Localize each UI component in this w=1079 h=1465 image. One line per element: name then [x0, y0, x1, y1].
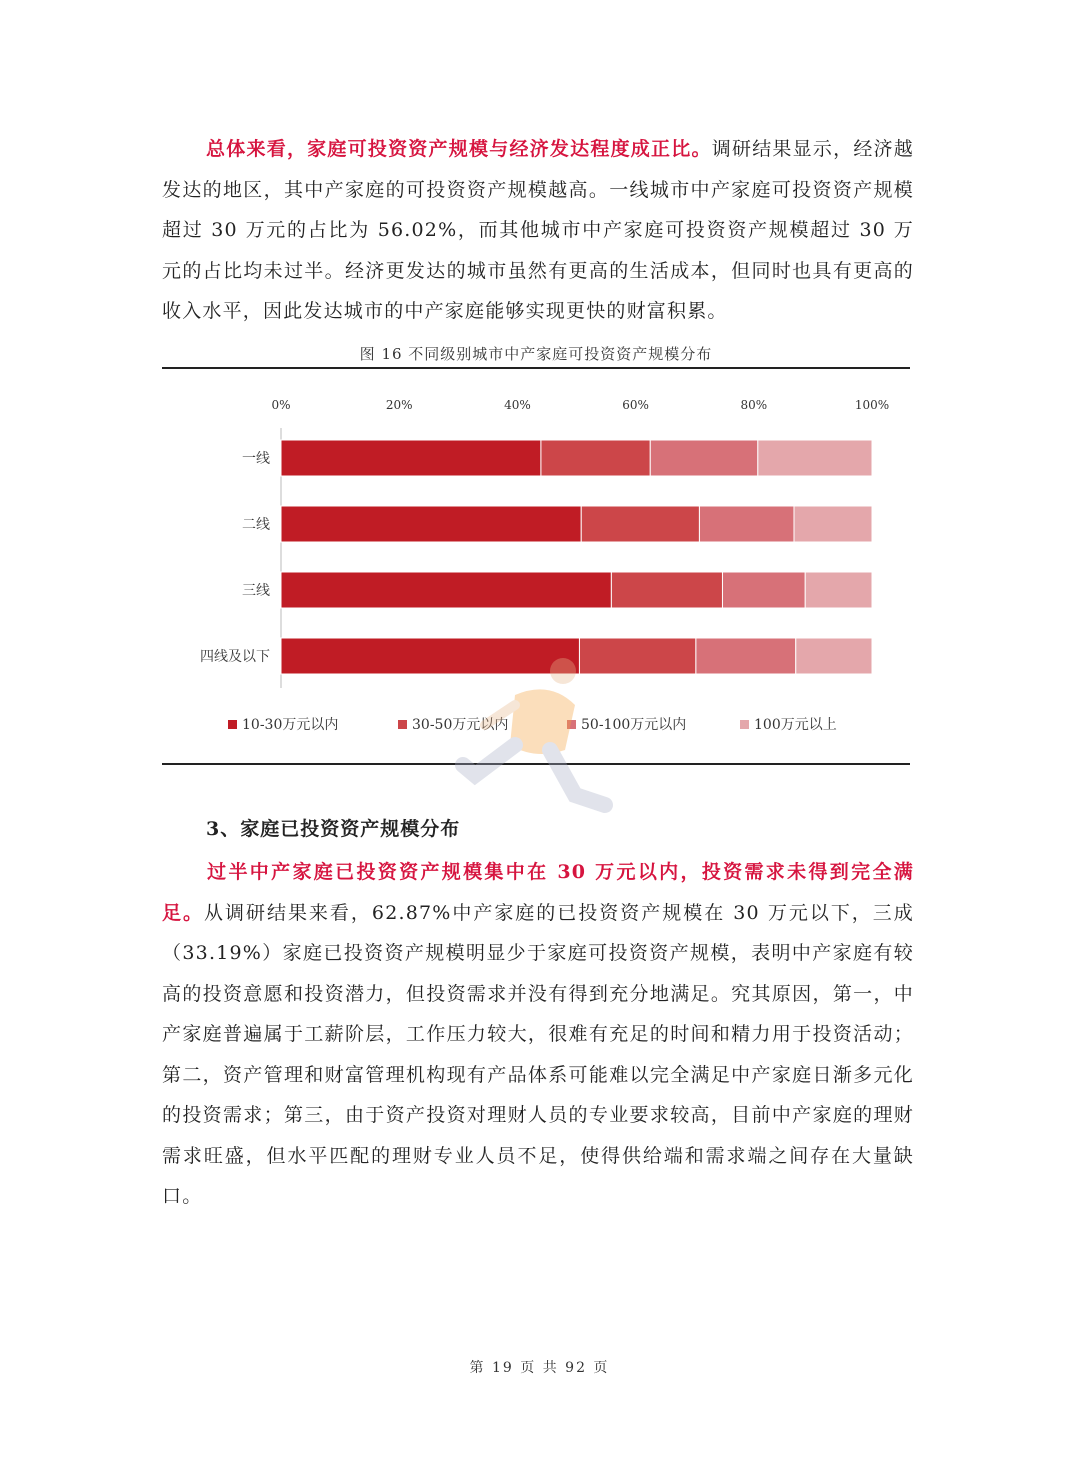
bar-segment [281, 506, 581, 542]
bar-segment [541, 440, 650, 476]
figure-top-rule [162, 367, 910, 369]
category-label: 四线及以下 [200, 649, 270, 665]
page-footer: 第 19 页 共 92 页 [469, 1360, 610, 1376]
category-label: 三线 [242, 583, 270, 599]
legend-swatch [228, 720, 237, 729]
legend-label: 30-50万元以内 [412, 717, 509, 733]
x-tick-label: 60% [622, 398, 649, 412]
bar-segment [581, 506, 699, 542]
paragraph-1-highlight: 总体来看，家庭可投资资产规模与经济发达程度成正比。 [206, 138, 712, 160]
x-tick-label: 20% [385, 398, 413, 412]
legend-swatch [398, 720, 407, 729]
bar-segment [805, 572, 872, 608]
x-tick-label: 80% [740, 398, 768, 412]
legend-label: 50-100万元以内 [581, 717, 687, 733]
legend-swatch [740, 720, 749, 729]
bar-segment [796, 638, 872, 674]
bar-segment [722, 572, 805, 608]
bar-segment [699, 506, 794, 542]
category-label: 二线 [242, 517, 270, 533]
paragraph-2-highlight: 过半中产家庭已投资资产规模集中在 30 万元以内，投资需求未得到完全满足。 [162, 861, 914, 924]
bar-segment [281, 440, 541, 476]
paragraph-1 [162, 129, 914, 332]
bar-segment [794, 506, 872, 542]
figure-caption: 图 16 不同级别城市中产家庭可投资资产规模分布 [359, 345, 713, 363]
category-label: 一线 [242, 451, 270, 467]
bar-segment [281, 572, 611, 608]
bar-segment [611, 572, 722, 608]
x-tick-label: 40% [504, 398, 531, 412]
bar-segment [758, 440, 872, 476]
paragraph-2 [162, 852, 914, 1217]
paragraph-1-text: 调研结果显示，经济越发达的地区，其中产家庭的可投资资产规模越高。一线城市中产家庭可投资资产规模超过 30 万元的占比为 56.02%，而其他城市中产家庭可投资资产规模超过 30 万元的占比均未过半。经济更发达的城市虽然有更高的生活成本，但同时也具有更高的收入水平，因此发达城市的中产家庭能够实现更快的财富积累。 [162, 138, 914, 322]
x-tick-label: 0% [271, 398, 291, 412]
bar-segment [696, 638, 796, 674]
section-title: 3、家庭已投资资产规模分布 [206, 818, 461, 840]
runner-watermark-icon [455, 655, 615, 825]
legend-label: 100万元以上 [754, 717, 837, 733]
bar-segment [650, 440, 758, 476]
x-tick-label: 100% [854, 398, 890, 412]
paragraph-2-text: 从调研结果来看，62.87%中产家庭的已投资资产规模在 30 万元以下，三成（33.19%）家庭已投资资产规模明显少于家庭可投资资产规模，表明中产家庭有较高的投资意愿和投资潜力，但投资需求并没有得到充分地满足。究其原因，第一，中产家庭普遍属于工薪阶层，工作压力较大，很难有充足的时间和精力用于投资活动；第二，资产管理和财富管理机构现有产品体系可能难以完全满足中产家庭日渐多元化的投资需求；第三，由于资产投资对理财人员的专业要求较高，目前中产家庭的理财需求旺盛，但水平匹配的理财专业人员不足，使得供给端和需求端之间存在大量缺口。 [162, 901, 914, 1207]
legend-label: 10-30万元以内 [242, 717, 339, 733]
